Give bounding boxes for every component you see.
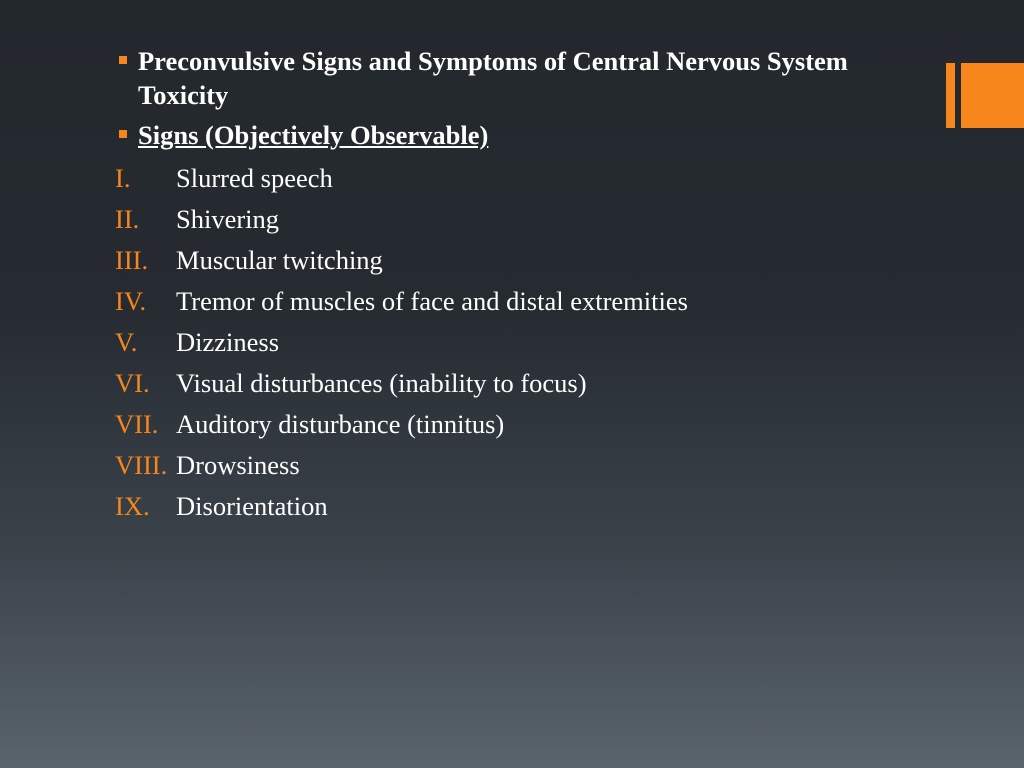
list-item <box>115 281 915 322</box>
square-bullet-icon <box>119 56 127 64</box>
list-item-number: IX. <box>115 491 150 521</box>
list-item-label: Muscular twitching <box>176 245 383 275</box>
list-item <box>115 158 915 199</box>
list-item <box>115 240 915 281</box>
list-item-number: VIII. <box>115 450 168 480</box>
slide-content <box>115 44 915 527</box>
sub-bullet <box>115 118 915 152</box>
list-item-number: I. <box>115 163 131 193</box>
list-item <box>115 404 915 445</box>
list-item <box>115 486 915 527</box>
list-item-label: Dizziness <box>176 327 280 357</box>
list-item-number: V. <box>115 327 138 357</box>
list-item-label: Shivering <box>176 204 280 234</box>
heading-bullet <box>115 44 915 112</box>
signs-list <box>115 158 915 527</box>
list-item-label: Slurred speech <box>176 163 333 193</box>
list-item-number: VI. <box>115 368 150 398</box>
heading-bullet-text: Preconvulsive Signs and Symptoms of Central Nervous System Toxicity <box>138 46 848 110</box>
sub-bullet-text: Signs (Objectively Observable) <box>138 120 489 150</box>
list-item <box>115 363 915 404</box>
accent-bar-wide <box>961 63 1024 128</box>
list-item-label: Visual disturbances (inability to focus) <box>176 368 587 398</box>
list-item <box>115 322 915 363</box>
list-item <box>115 445 915 486</box>
list-item-label: Tremor of muscles of face and distal extremities <box>176 286 688 316</box>
list-item-number: II. <box>115 204 140 234</box>
list-item <box>115 199 915 240</box>
accent-bar-thin <box>946 63 955 128</box>
list-item-number: VII. <box>115 409 159 439</box>
square-bullet-icon <box>119 130 127 138</box>
list-item-number: IV. <box>115 286 147 316</box>
list-item-label: Drowsiness <box>176 450 300 480</box>
list-item-number: III. <box>115 245 149 275</box>
list-item-label: Disorientation <box>176 491 328 521</box>
list-item-label: Auditory disturbance (tinnitus) <box>176 409 505 439</box>
